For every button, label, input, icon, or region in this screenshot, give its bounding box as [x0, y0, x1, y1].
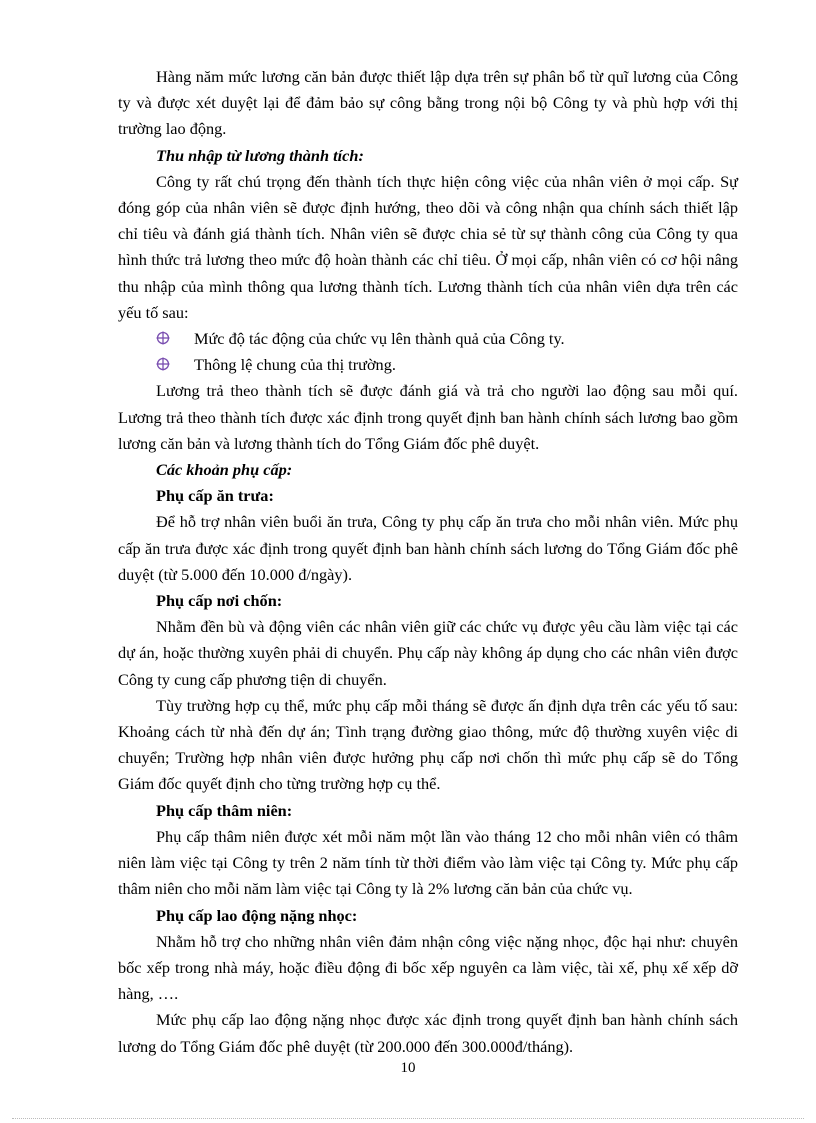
paragraph-location-allowance: Nhằm đền bù và động viên các nhân viên giữ các chức vụ được yêu cầu làm việc tại các dự án, hoặc thường xuyên phải di chuyển. Phụ cấp này không áp dụng cho các nhân viên được Công ty cung cấp phương tiện di chuyển.: [118, 617, 738, 689]
heading-allowances: Các khoản phụ cấp:: [156, 460, 293, 480]
paragraph-seniority-allowance: Phụ cấp thâm niên được xét mỗi năm một lần vào tháng 12 cho mỗi nhân viên có thâm niên làm việc tại Công ty trên 2 năm tính từ thời điểm vào làm việc tại Công ty. Mức phụ cấp thâm niên cho mỗi năm làm việc tại Công ty là 2% lương căn bản của chức vụ.: [118, 826, 738, 899]
crosshair-bullet-icon: [156, 357, 170, 371]
bullet-item: [118, 326, 738, 352]
paragraph-base-salary: Hàng năm mức lương căn bản được thiết lập dựa trên sự phân bổ từ quĩ lương của Công ty và được xét duyệt lại để đảm bảo sự công bằng trong nội bộ Công ty và phù hợp với thị trường lao động.: [118, 67, 738, 139]
bullet-text: Thông lệ chung của thị trường.: [194, 355, 396, 375]
heading-performance-income: Thu nhập từ lương thành tích:: [156, 145, 364, 165]
bullet-text: Mức độ tác động của chức vụ lên thành quả của Công ty.: [194, 329, 565, 349]
paragraph-hard-labor-rate: Mức phụ cấp lao động nặng nhọc được xác định trong quyết định ban hành chính sách lương do Tổng Giám đốc phê duyệt (từ 200.000 đến 300.000đ/tháng).: [118, 1010, 738, 1056]
heading-hard-labor-allowance: Phụ cấp lao động nặng nhọc:: [156, 905, 358, 925]
page-number: 10: [400, 1060, 416, 1076]
document-page: [118, 64, 738, 1060]
paragraph-hard-labor: Nhằm hỗ trợ cho những nhân viên đảm nhận công việc nặng nhọc, độc hại như: chuyên bốc xếp trong nhà máy, hoặc điều động đi bốc xếp nguyên ca làm việc, tài xế, phụ xế xếp dỡ hàng, ….: [118, 931, 738, 1004]
paragraph-lunch-allowance: Để hỗ trợ nhân viên buổi ăn trưa, Công ty phụ cấp ăn trưa cho mỗi nhân viên. Mức phụ cấp ăn trưa được xác định trong quyết định ban hành chính sách lương do Tổng Giám đốc phê duyệt (từ 5.000 đến 10.000 đ/ngày).: [118, 512, 738, 584]
paragraph-location-factors: Tùy trường hợp cụ thể, mức phụ cấp mỗi tháng sẽ được ấn định dựa trên các yếu tố sau: Khoảng cách từ nhà đến dự án; Tình trạng đường giao thông, mức độ thường xuyên việc di chuyển; Trường hợp nhân viên được hưởng phụ cấp nơi chốn thì mức phụ cấp sẽ do Tổng Giám đốc quyết định cho từng trường hợp cụ thể.: [118, 695, 738, 794]
bullet-item: [118, 352, 738, 378]
heading-location-allowance: Phụ cấp nơi chốn:: [156, 591, 283, 611]
paragraph-performance-pay: Lương trả theo thành tích sẽ được đánh giá và trả cho người lao động sau mỗi quí. Lương trả theo thành tích được xác định trong quyết định ban hành chính sách lương bao gồm lương căn bản và lương thành tích do Tổng Giám đốc phê duyệt.: [118, 381, 738, 453]
crosshair-bullet-icon: [156, 331, 170, 345]
page-bottom-divider: [12, 1118, 804, 1119]
paragraph-performance: Công ty rất chú trọng đến thành tích thực hiện công việc của nhân viên ở mọi cấp. Sự đóng góp của nhân viên sẽ được định hướng, theo dõi và công nhận qua chính sách thiết lập chỉ tiêu và đánh giá thành tích. Nhân viên sẽ được chia sẻ từ sự thành công của Công ty qua hình thức trả lương theo mức độ hoàn thành các chỉ tiêu. Ở mọi cấp, nhân viên có cơ hội nâng thu nhập của mình thông qua lương thành tích. Lương thành tích của nhân viên dựa trên các yếu tố sau:: [118, 171, 738, 322]
heading-lunch-allowance: Phụ cấp ăn trưa:: [156, 486, 274, 506]
heading-seniority-allowance: Phụ cấp thâm niên:: [156, 800, 293, 820]
